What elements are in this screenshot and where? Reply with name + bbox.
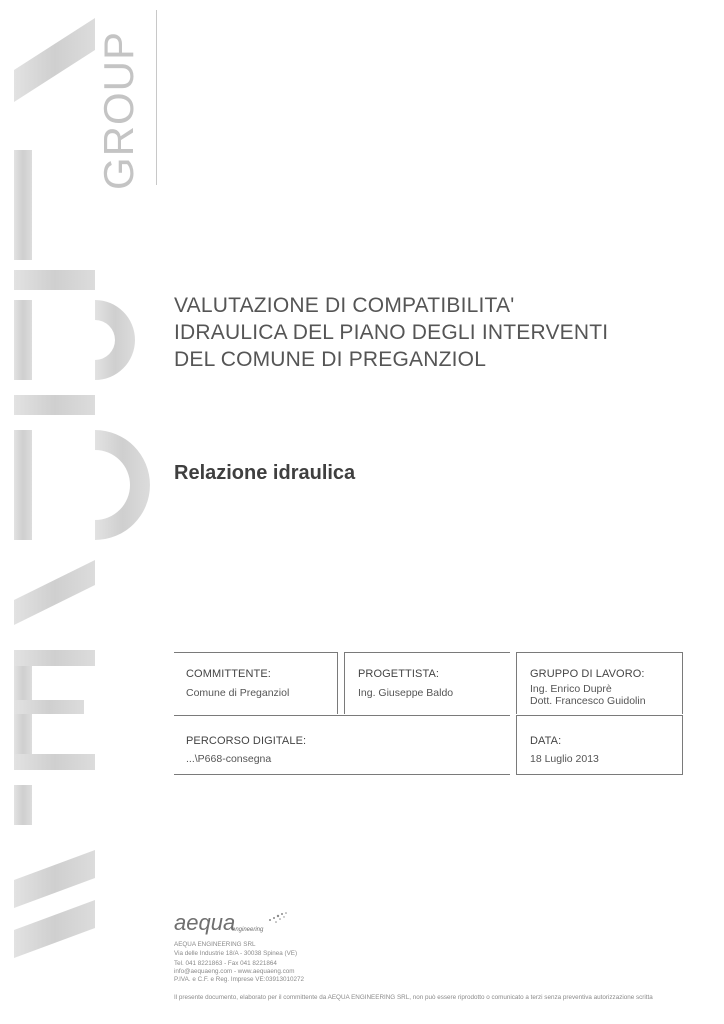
aequa-engineering-logo (174, 908, 304, 938)
footer-vat: P.IVA. e C.F. e Reg. Imprese VE:03913010272 (174, 976, 304, 983)
gruppo-member-1: Ing. Enrico Duprè (530, 683, 612, 695)
data-label: DATA: (530, 735, 562, 747)
gruppo-member-2: Dott. Francesco Guidolin (530, 695, 646, 707)
data-box (516, 715, 682, 775)
committente-value: Comune di Preganziol (186, 687, 290, 699)
brand-group-text: GROUP (95, 30, 142, 190)
title-line-1: VALUTAZIONE DI COMPATIBILITA' (174, 294, 515, 317)
brand-divider (156, 10, 157, 185)
footer-address: Via delle Industrie 18/A - 30038 Spinea (VE) (174, 950, 298, 957)
data-value: 18 Luglio 2013 (530, 753, 599, 765)
footer-web: info@aequaeng.com - www.aequaeng.com (174, 968, 295, 975)
committente-label: COMMITTENTE: (186, 668, 271, 680)
title-line-2: IDRAULICA DEL PIANO DEGLI INTERVENTI (174, 321, 609, 344)
footer-logo-word: aequa (174, 910, 236, 935)
percorso-box (174, 715, 510, 775)
percorso-value: ...\P668-consegna (186, 753, 272, 765)
document-title (174, 292, 694, 373)
percorso-label: PERCORSO DIGITALE: (186, 735, 307, 747)
title-line-3: DEL COMUNE DI PREGANZIOL (174, 348, 487, 371)
footer-company: AEQUA ENGINEERING SRL (174, 941, 256, 948)
footer-phone: Tel. 041 8221863 - Fax 041 8221864 (174, 960, 277, 967)
progettista-box (344, 652, 510, 714)
gruppo-label: GRUPPO DI LAVORO: (530, 668, 645, 680)
footer-disclaimer: Il presente documento, elaborato per il committente da AEQUA ENGINEERING SRL, non può essere riprodotto o comunicato a terzi senza preventiva autorizzazione scritta (174, 994, 653, 1001)
progettista-value: Ing. Giuseppe Baldo (358, 687, 454, 699)
committente-box (174, 652, 337, 714)
footer-logo-sub: engineering (232, 927, 264, 933)
gruppo-box (516, 652, 682, 714)
document-subtitle: Relazione idraulica (174, 462, 356, 484)
brand-band (0, 0, 160, 1024)
progettista-label: PROGETTISTA: (358, 668, 440, 680)
